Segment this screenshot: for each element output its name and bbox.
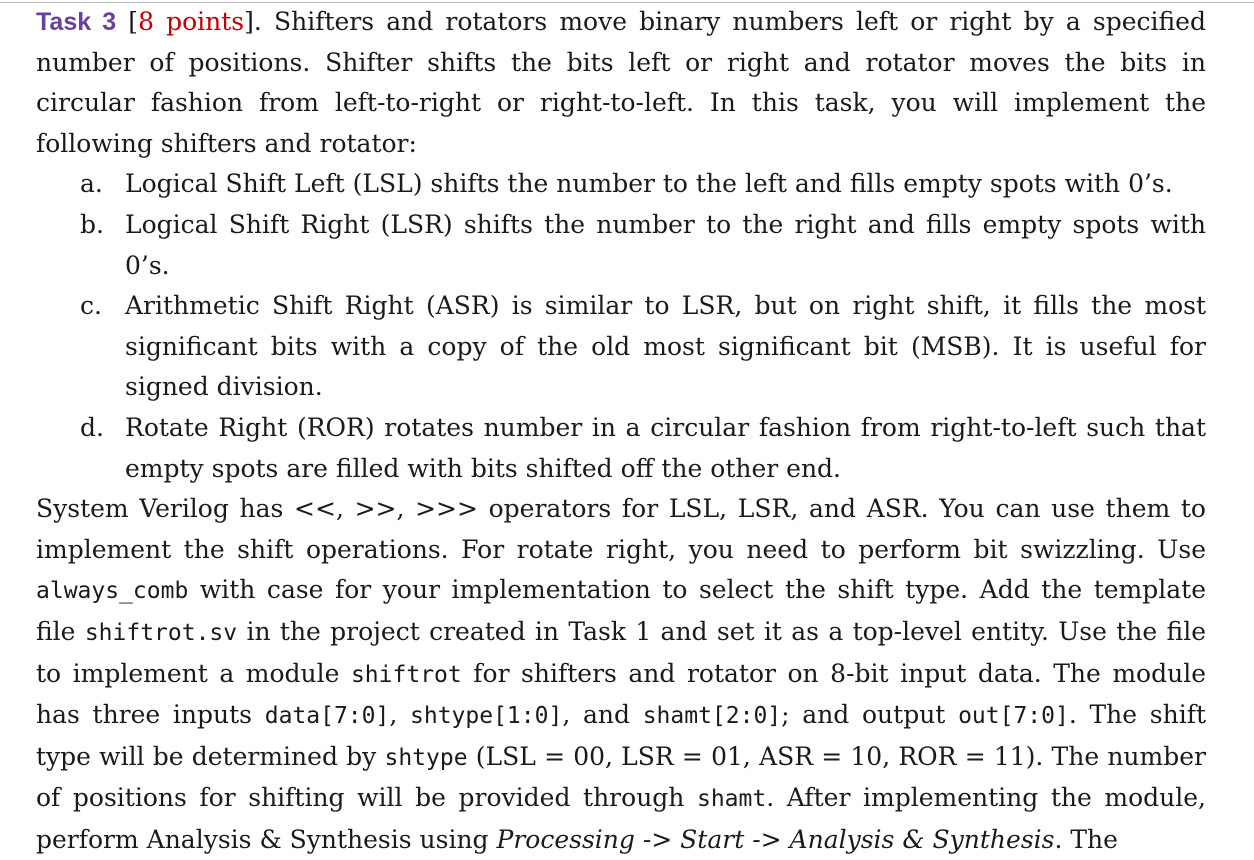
code-data-input: data[7:0] — [264, 703, 390, 730]
body-text: with case for your implementation to select the shift type. Add the template file — [36, 575, 1206, 646]
code-filename: shiftrot.sv — [84, 619, 238, 646]
list-item-text: Logical Shift Left (LSL) shifts the number to the left and fills empty spots with 0’s. — [125, 169, 1173, 199]
body-text: ; and output — [781, 700, 959, 730]
code-shtype-input: shtype[1:0] — [410, 703, 563, 730]
task-label: Task 3 — [36, 8, 117, 36]
body-text: , and — [562, 700, 643, 730]
document-page — [36, 2, 1206, 860]
points-close: ]. — [244, 7, 274, 36]
points-value: 8 points — [138, 7, 245, 36]
list-item-text: Rotate Right (ROR) rotates number in a circular fashion from right-to-left such that empty spots are filled with bits shifted off the other end. — [125, 412, 1206, 483]
shift-type-list — [36, 164, 1206, 489]
list-item — [36, 286, 1206, 408]
list-item — [36, 408, 1206, 489]
code-shtype: shtype — [384, 744, 468, 771]
list-item — [36, 164, 1206, 205]
body-text: . The shift type will be determined by — [36, 700, 1206, 771]
list-item-text: Arithmetic Shift Right (ASR) is similar to LSR, but on right shift, it fills the most significant bits with a copy of the old most significant bit (MSB). It is useful for signed division. — [125, 291, 1206, 402]
list-marker: b. — [80, 209, 104, 239]
code-shamt-input: shamt[2:0] — [642, 703, 782, 730]
menu-path: Processing -> Start -> Analysis & Synthesis — [496, 824, 1055, 854]
body-text: . After implementing the module, perform Analysis & Synthesis using — [36, 783, 1206, 854]
code-module-name: shiftrot — [350, 661, 462, 688]
code-out-output: out[7:0] — [958, 703, 1069, 730]
body-text: for shifters and rotator on 8-bit input data. The module has three inputs — [36, 658, 1206, 730]
list-item — [36, 205, 1206, 286]
points-open: [ — [116, 7, 139, 36]
body-text: . The — [1054, 824, 1118, 854]
body-paragraph — [36, 489, 1206, 860]
intro-text: Shifters and rotators move binary numbers left or right by a specified number of positions. Shifter shifts the bits left or right and rotator moves the bits in circular fashion from left-to-right or right-to-left. In this task, you will implement the following shifters and rotator: — [36, 7, 1206, 158]
body-text: (LSL = 00, LSR = 01, ASR = 10, ROR = 11). The number of positions for shifting will be provided through — [36, 741, 1206, 813]
intro-paragraph — [36, 2, 1206, 164]
list-marker: d. — [80, 412, 104, 442]
list-item-text: Logical Shift Right (LSR) shifts the number to the right and fills empty spots with 0’s. — [125, 209, 1206, 280]
code-shamt: shamt — [696, 786, 767, 813]
body-text: in the project created in Task 1 and set it as a top-level entity. Use the file to implement a module — [36, 616, 1206, 688]
list-marker: a. — [80, 169, 103, 199]
code-always-comb: always_comb — [36, 578, 189, 605]
body-text: System Verilog has <<, >>, >>> operators for LSL, LSR, and ASR. You can use them to implement the shift operations. For rotate right, you need to perform bit swizzling. Use — [36, 494, 1206, 564]
body-text: , — [389, 700, 410, 730]
list-marker: c. — [80, 291, 102, 321]
